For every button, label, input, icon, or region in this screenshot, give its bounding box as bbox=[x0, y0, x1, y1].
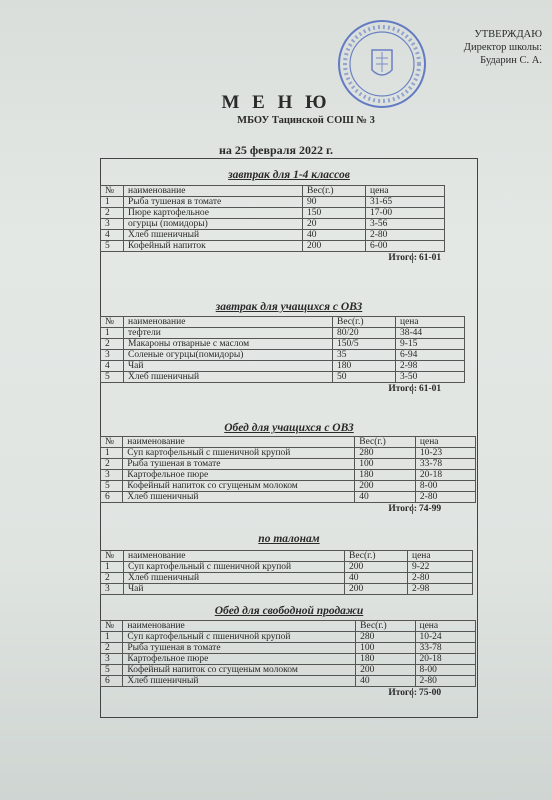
cell-weight: 280 bbox=[355, 448, 416, 459]
menu-table bbox=[100, 620, 476, 687]
cell-no: 1 bbox=[101, 197, 124, 208]
column-header-name: наименование bbox=[124, 186, 303, 197]
total-label: Итого: bbox=[388, 253, 417, 263]
cell-no: 6 bbox=[101, 492, 123, 503]
cell-name: Картофельное пюре bbox=[123, 654, 356, 665]
cell-name: огурцы (помидоры) bbox=[124, 219, 303, 230]
cell-price: 10-24 bbox=[415, 632, 476, 643]
cell-no: 2 bbox=[101, 573, 124, 584]
cell-weight: 40 bbox=[356, 676, 415, 687]
menu-table bbox=[100, 550, 473, 595]
cell-price: 38-44 bbox=[396, 328, 465, 339]
cell-no: 5 bbox=[101, 665, 123, 676]
cell-weight: 200 bbox=[345, 584, 408, 595]
table-row bbox=[101, 632, 476, 643]
cell-price: 17-00 bbox=[366, 208, 445, 219]
approval-title: УТВЕРЖДАЮ bbox=[474, 29, 542, 40]
cell-weight: 35 bbox=[333, 350, 396, 361]
column-header-weight: Вес(г.) bbox=[333, 317, 396, 328]
cell-price: 2-98 bbox=[396, 361, 465, 372]
cell-name: Пюре картофельное bbox=[124, 208, 303, 219]
cell-no: 2 bbox=[101, 208, 124, 219]
table-row bbox=[101, 230, 445, 241]
column-header-no: № bbox=[101, 621, 123, 632]
table-row bbox=[101, 584, 473, 595]
school-name: МБОУ Тацинской СОШ № 3 bbox=[237, 115, 375, 126]
cell-no: 3 bbox=[101, 219, 124, 230]
cell-no: 6 bbox=[101, 676, 123, 687]
cell-no: 5 bbox=[101, 372, 124, 383]
menu-table bbox=[100, 316, 465, 383]
cell-name: Суп картофельный с пшеничной крупой bbox=[124, 562, 345, 573]
cell-weight: 40 bbox=[303, 230, 366, 241]
cell-weight: 200 bbox=[355, 481, 416, 492]
total-label: Итого: bbox=[388, 504, 417, 514]
cell-no: 5 bbox=[101, 481, 123, 492]
cell-price: 20-18 bbox=[415, 470, 475, 481]
column-header-weight: Вес(г.) bbox=[345, 551, 408, 562]
total-value: 61-01 bbox=[412, 253, 477, 263]
cell-price: 9-22 bbox=[408, 562, 473, 573]
cell-weight: 200 bbox=[356, 665, 415, 676]
cell-weight: 20 bbox=[303, 219, 366, 230]
column-header-price: цена bbox=[396, 317, 465, 328]
table-row bbox=[101, 676, 476, 687]
table-row bbox=[101, 372, 465, 383]
cell-price: 8-00 bbox=[415, 481, 475, 492]
cell-weight: 180 bbox=[333, 361, 396, 372]
cell-name: Рыба тушеная в томате bbox=[123, 459, 355, 470]
section-title: по талонам bbox=[258, 533, 320, 545]
cell-name: Соленые огурцы(помидоры) bbox=[124, 350, 333, 361]
column-header-no: № bbox=[101, 551, 124, 562]
cell-price: 33-78 bbox=[415, 459, 475, 470]
table-header-row bbox=[101, 317, 465, 328]
section-title: Обед для свободной продажи bbox=[214, 605, 364, 617]
column-header-price: цена bbox=[408, 551, 473, 562]
cell-price: 33-78 bbox=[415, 643, 476, 654]
cell-name: Хлеб пшеничный bbox=[123, 492, 355, 503]
column-header-name: наименование bbox=[123, 621, 356, 632]
cell-price: 8-00 bbox=[415, 665, 476, 676]
table-header-row bbox=[101, 437, 476, 448]
cell-weight: 40 bbox=[345, 573, 408, 584]
total-label: Итого: bbox=[388, 384, 417, 394]
cell-price: 31-65 bbox=[366, 197, 445, 208]
page-title: М Е Н Ю bbox=[221, 92, 331, 113]
cell-no: 4 bbox=[101, 230, 124, 241]
table-row bbox=[101, 665, 476, 676]
table-row bbox=[101, 448, 476, 459]
cell-weight: 100 bbox=[355, 459, 416, 470]
cell-no: 4 bbox=[101, 361, 124, 372]
cell-price: 3-56 bbox=[366, 219, 445, 230]
table-row bbox=[101, 208, 445, 219]
cell-weight: 180 bbox=[355, 470, 416, 481]
cell-no: 3 bbox=[101, 584, 124, 595]
section-title: завтрак для 1-4 классов bbox=[228, 169, 350, 181]
cell-price: 6-94 bbox=[396, 350, 465, 361]
cell-weight: 150/5 bbox=[333, 339, 396, 350]
table-row bbox=[101, 492, 476, 503]
cell-price: 2-80 bbox=[415, 492, 475, 503]
approval-block bbox=[464, 28, 542, 67]
column-header-no: № bbox=[101, 186, 124, 197]
column-header-weight: Вес(г.) bbox=[356, 621, 415, 632]
column-header-weight: Вес(г.) bbox=[303, 186, 366, 197]
column-header-price: цена bbox=[366, 186, 445, 197]
cell-name: Картофельное пюре bbox=[123, 470, 355, 481]
cell-price: 2-80 bbox=[408, 573, 473, 584]
table-row bbox=[101, 573, 473, 584]
cell-name: Хлеб пшеничный bbox=[124, 573, 345, 584]
cell-name: Кофейный напиток со сгущеным молоком bbox=[123, 481, 355, 492]
approval-name: Бударин С. А. bbox=[480, 55, 542, 66]
cell-no: 2 bbox=[101, 339, 124, 350]
table-row bbox=[101, 350, 465, 361]
cell-weight: 50 bbox=[333, 372, 396, 383]
cell-no: 2 bbox=[101, 459, 123, 470]
cell-no: 1 bbox=[101, 562, 124, 573]
column-header-no: № bbox=[101, 437, 123, 448]
cell-weight: 90 bbox=[303, 197, 366, 208]
menu-frame bbox=[100, 158, 478, 718]
table-row bbox=[101, 459, 476, 470]
cell-no: 2 bbox=[101, 643, 123, 654]
cell-weight: 280 bbox=[356, 632, 415, 643]
column-header-name: наименование bbox=[124, 551, 345, 562]
cell-no: 1 bbox=[101, 328, 124, 339]
cell-price: 3-50 bbox=[396, 372, 465, 383]
table-row bbox=[101, 241, 445, 252]
menu-table bbox=[100, 185, 445, 252]
table-header-row bbox=[101, 621, 476, 632]
total-value: 75-00 bbox=[412, 688, 477, 698]
cell-name: Кофейный напиток со сгущеным молоком bbox=[123, 665, 356, 676]
cell-name: Суп картофельный с пшеничной крупой bbox=[123, 448, 355, 459]
column-header-name: наименование bbox=[123, 437, 355, 448]
table-row bbox=[101, 197, 445, 208]
cell-no: 1 bbox=[101, 448, 123, 459]
cell-price: 2-80 bbox=[415, 676, 476, 687]
table-row bbox=[101, 339, 465, 350]
cell-weight: 40 bbox=[355, 492, 416, 503]
cell-name: Хлеб пшеничный bbox=[123, 676, 356, 687]
cell-weight: 100 bbox=[356, 643, 415, 654]
table-row bbox=[101, 481, 476, 492]
column-header-name: наименование bbox=[124, 317, 333, 328]
cell-name: Кофейный напиток bbox=[124, 241, 303, 252]
table-row bbox=[101, 643, 476, 654]
cell-name: Суп картофельный с пшеничной крупой bbox=[123, 632, 356, 643]
cell-price: 9-15 bbox=[396, 339, 465, 350]
column-header-price: цена bbox=[415, 437, 475, 448]
menu-date: на 25 февраля 2022 г. bbox=[218, 143, 334, 157]
cell-name: Хлеб пшеничный bbox=[124, 230, 303, 241]
cell-no: 1 bbox=[101, 632, 123, 643]
table-row bbox=[101, 470, 476, 481]
total-label: Итого: bbox=[388, 688, 417, 698]
cell-name: Рыба тушеная в томате bbox=[124, 197, 303, 208]
table-row bbox=[101, 361, 465, 372]
cell-price: 10-23 bbox=[415, 448, 475, 459]
cell-price: 20-18 bbox=[415, 654, 476, 665]
total-value: 61-01 bbox=[412, 384, 477, 394]
cell-weight: 200 bbox=[303, 241, 366, 252]
table-row bbox=[101, 562, 473, 573]
total-value: 74-99 bbox=[412, 504, 477, 514]
column-header-weight: Вес(г.) bbox=[355, 437, 416, 448]
cell-price: 6-00 bbox=[366, 241, 445, 252]
cell-weight: 80/20 bbox=[333, 328, 396, 339]
cell-name: Чай bbox=[124, 361, 333, 372]
table-row bbox=[101, 328, 465, 339]
cell-name: Макароны отварные с маслом bbox=[124, 339, 333, 350]
cell-name: Рыба тушеная в томате bbox=[123, 643, 356, 654]
menu-table bbox=[100, 436, 476, 503]
column-header-price: цена bbox=[415, 621, 476, 632]
table-row bbox=[101, 219, 445, 230]
cell-price: 2-80 bbox=[366, 230, 445, 241]
cell-weight: 200 bbox=[345, 562, 408, 573]
cell-no: 3 bbox=[101, 470, 123, 481]
cell-name: Чай bbox=[124, 584, 345, 595]
cell-no: 3 bbox=[101, 654, 123, 665]
cell-name: Хлеб пшеничный bbox=[124, 372, 333, 383]
cell-name: тефтели bbox=[124, 328, 333, 339]
table-header-row bbox=[101, 186, 445, 197]
cell-no: 5 bbox=[101, 241, 124, 252]
cell-no: 3 bbox=[101, 350, 124, 361]
section-title: Обед для учащихся с ОВЗ bbox=[224, 422, 354, 434]
table-row bbox=[101, 654, 476, 665]
cell-weight: 180 bbox=[356, 654, 415, 665]
cell-weight: 150 bbox=[303, 208, 366, 219]
table-header-row bbox=[101, 551, 473, 562]
column-header-no: № bbox=[101, 317, 124, 328]
approval-position: Директор школы: bbox=[463, 42, 542, 53]
cell-price: 2-98 bbox=[408, 584, 473, 595]
section-title: завтрак для учащихся с ОВЗ bbox=[215, 301, 363, 313]
